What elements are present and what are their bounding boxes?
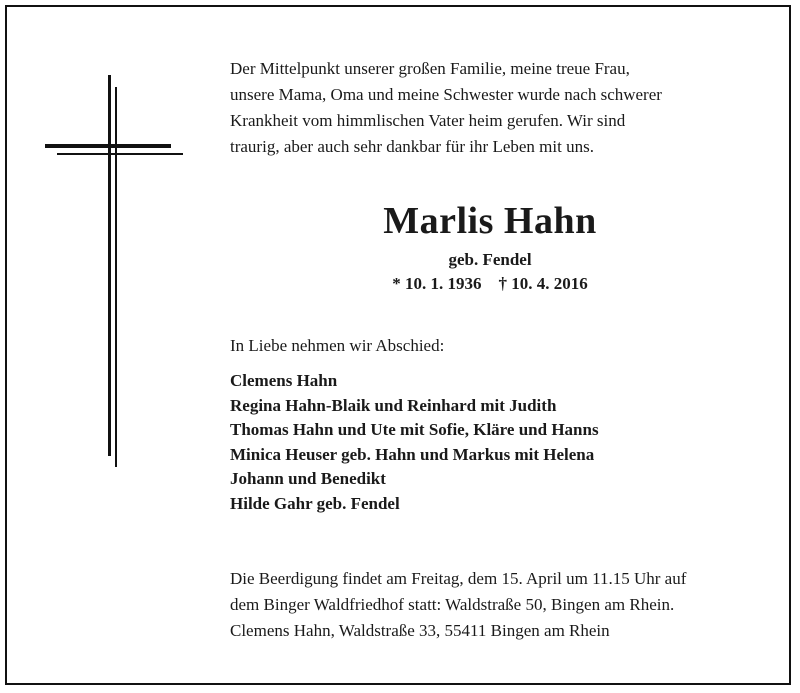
funeral-line: Die Beerdigung findet am Freitag, dem 15. April um 11.15 Uhr auf	[230, 569, 687, 588]
cross-horizontal-bar-thick	[45, 144, 171, 148]
mourner-item: Hilde Gahr geb. Fendel	[230, 493, 400, 513]
intro-line: Der Mittelpunkt unserer großen Familie, meine treue Frau,	[230, 59, 630, 78]
intro-line: unsere Mama, Oma und meine Schwester wurde nach schwerer	[230, 85, 662, 104]
mourner-item: Thomas Hahn und Ute mit Sofie, Kläre und Hanns	[230, 420, 599, 439]
deceased-dates: * 10. 1. 1936 † 10. 4. 2016	[392, 274, 588, 293]
deceased-name: Marlis Hahn	[383, 200, 597, 242]
intro-line: Krankheit vom himmlischen Vater heim gerufen. Wir sind	[230, 111, 626, 130]
mourners-list	[230, 369, 599, 516]
funeral-info	[230, 566, 770, 644]
intro-text	[230, 56, 770, 160]
funeral-line: Clemens Hahn, Waldstraße 33, 55411 Bingen am Rhein	[230, 621, 610, 640]
cross-horizontal-bar-thin	[57, 153, 183, 155]
funeral-line: dem Binger Waldfriedhof statt: Waldstraße 50, Bingen am Rhein.	[230, 595, 675, 614]
mourner-item: Regina Hahn-Blaik und Reinhard mit Judith	[230, 395, 557, 415]
farewell-text: In Liebe nehmen wir Abschied:	[230, 336, 445, 355]
mourner-item: Johann und Benedikt	[230, 469, 386, 488]
intro-line: traurig, aber auch sehr dankbar für ihr Leben mit uns.	[230, 137, 594, 156]
cross-vertical-bar-thick	[108, 75, 111, 456]
deceased-born-name: geb. Fendel	[448, 250, 532, 269]
mourner-item: Minica Heuser geb. Hahn und Markus mit Helena	[230, 444, 595, 464]
mourner-item: Clemens Hahn	[230, 371, 338, 390]
